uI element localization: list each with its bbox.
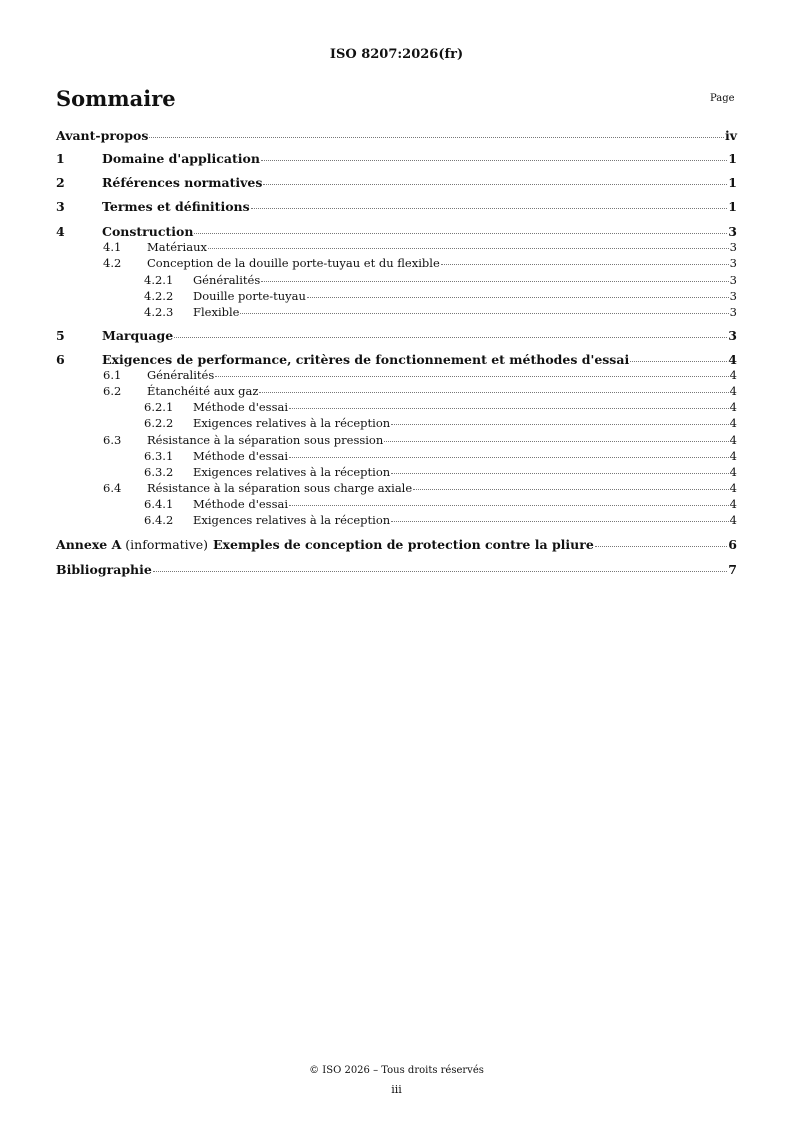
toc-page-number: 3 (728, 328, 737, 343)
toc-page-number: 4 (728, 352, 737, 367)
toc-entry-6[interactable]: 6 Exigences de performance, critères de fonctionnement et méthodes d'essai 4 (56, 352, 737, 367)
toc-page-number: 4 (729, 497, 737, 511)
toc-entry-6-2[interactable]: 6.2 Étanchéité aux gaz 4 (103, 384, 737, 398)
toc-page-number: 7 (728, 562, 737, 577)
toc-number: 6.3 (103, 433, 122, 447)
toc-entry-4[interactable]: 4 Construction 3 (56, 224, 737, 239)
toc-entry-annex-a[interactable]: Annexe A (informative) Exemples de conception de protection contre la pliure 6 (56, 537, 737, 552)
dot-leader (289, 408, 729, 409)
toc-page-number: 6 (728, 537, 737, 552)
toc-number: 5 (56, 328, 65, 343)
toc-page-number: 3 (729, 273, 737, 287)
toc-entry-6-1[interactable]: 6.1 Généralités 4 (103, 368, 737, 382)
dot-leader (384, 441, 728, 442)
dot-leader (259, 392, 728, 393)
dot-leader (391, 424, 728, 425)
toc-page-number: 4 (729, 513, 737, 527)
dot-leader (413, 489, 729, 490)
toc-page-number: 4 (729, 433, 737, 447)
dot-leader (441, 264, 729, 265)
toc-entry-6-2-2[interactable]: 6.2.2 Exigences relatives à la réception 4 (144, 416, 737, 430)
dot-leader (391, 521, 728, 522)
dot-leader (261, 160, 727, 161)
dot-leader (153, 571, 727, 572)
toc-page-number: 1 (728, 175, 737, 190)
dot-leader (194, 233, 727, 234)
toc-entry-4-2[interactable]: 4.2 Conception de la douille porte-tuyau et du flexible 3 (103, 256, 737, 270)
dot-leader (215, 376, 728, 377)
dot-leader (263, 184, 727, 185)
dot-leader (208, 248, 729, 249)
toc-page-number: 3 (729, 305, 737, 319)
dot-leader (595, 546, 727, 547)
toc-number: 6.4.2 (144, 513, 174, 527)
copyright-notice: © ISO 2026 – Tous droits réservés (309, 1065, 484, 1076)
toc-page-number: 1 (728, 199, 737, 214)
toc-entry-6-4-1[interactable]: 6.4.1 Méthode d'essai 4 (144, 497, 737, 511)
toc-number: 6.3.2 (144, 465, 174, 479)
dot-leader (289, 505, 729, 506)
toc-entry-5[interactable]: 5 Marquage 3 (56, 328, 737, 343)
dot-leader (240, 313, 728, 314)
dot-leader (391, 473, 728, 474)
toc-entry-6-3-1[interactable]: 6.3.1 Méthode d'essai 4 (144, 449, 737, 463)
toc-number: 4.2.1 (144, 273, 174, 287)
toc-entry-bibliographie[interactable]: Bibliographie 7 (56, 562, 737, 577)
page-title: Sommaire (56, 86, 176, 111)
toc-page-number: 3 (728, 224, 737, 239)
toc-entry-4-2-2[interactable]: 4.2.2 Douille porte-tuyau 3 (144, 289, 737, 303)
toc-page-number: 1 (728, 151, 737, 166)
toc-entry-avant-propos[interactable]: Avant-propos iv (56, 128, 737, 143)
toc-number: 4.2.3 (144, 305, 174, 319)
toc-entry-6-4-2[interactable]: 6.4.2 Exigences relatives à la réception 4 (144, 513, 737, 527)
toc-entry-6-4[interactable]: 6.4 Résistance à la séparation sous charge axiale 4 (103, 481, 737, 495)
toc-number: 6.4 (103, 481, 122, 495)
toc-entry-4-1[interactable]: 4.1 Matériaux 3 (103, 240, 737, 254)
dot-leader (630, 361, 727, 362)
document-header: ISO 8207:2026(fr) (329, 47, 464, 62)
toc-page-number: 4 (729, 384, 737, 398)
annex-kind: (informative) (125, 537, 209, 552)
toc-page-number: 3 (729, 256, 737, 270)
toc-number: 6.2 (103, 384, 122, 398)
toc-number: 6.2.1 (144, 400, 174, 414)
annex-label: Annexe A (56, 537, 122, 552)
dot-leader (174, 337, 727, 338)
toc-entry-4-2-3[interactable]: 4.2.3 Flexible 3 (144, 305, 737, 319)
toc-entry-4-2-1[interactable]: 4.2.1 Généralités 3 (144, 273, 737, 287)
toc-page-number: 4 (729, 416, 737, 430)
toc-page-number: iv (724, 128, 737, 143)
toc-number: 6 (56, 352, 65, 367)
dot-leader (289, 457, 729, 458)
toc-entry-6-3[interactable]: 6.3 Résistance à la séparation sous pression 4 (103, 433, 737, 447)
toc-number: 3 (56, 199, 65, 214)
dot-leader (149, 137, 724, 138)
toc-page-number: 4 (729, 465, 737, 479)
dot-leader (251, 208, 728, 209)
toc-number: 4 (56, 224, 65, 239)
toc-number: 6.4.1 (144, 497, 174, 511)
toc-entry-6-3-2[interactable]: 6.3.2 Exigences relatives à la réception 4 (144, 465, 737, 479)
toc-entry-3[interactable]: 3 Termes et définitions 1 (56, 199, 737, 214)
toc-number: 6.3.1 (144, 449, 174, 463)
toc-number: 6.1 (103, 368, 122, 382)
toc-page-number: 3 (729, 289, 737, 303)
toc-number: 6.2.2 (144, 416, 174, 430)
page-number: iii (391, 1083, 402, 1096)
toc-entry-1[interactable]: 1 Domaine d'application 1 (56, 151, 737, 166)
toc-entry-2[interactable]: 2 Références normatives 1 (56, 175, 737, 190)
toc-number: 4.2.2 (144, 289, 174, 303)
page-column-label: Page (710, 93, 735, 104)
toc-page-number: 4 (729, 481, 737, 495)
toc-number: 1 (56, 151, 65, 166)
toc-page-number: 3 (729, 240, 737, 254)
dot-leader (261, 281, 728, 282)
toc-number: 4.2 (103, 256, 122, 270)
toc-page-number: 4 (729, 400, 737, 414)
toc-page-number: 4 (729, 449, 737, 463)
toc-page-number: 4 (729, 368, 737, 382)
toc-number: 4.1 (103, 240, 122, 254)
dot-leader (307, 297, 729, 298)
toc-entry-6-2-1[interactable]: 6.2.1 Méthode d'essai 4 (144, 400, 737, 414)
toc-number: 2 (56, 175, 65, 190)
